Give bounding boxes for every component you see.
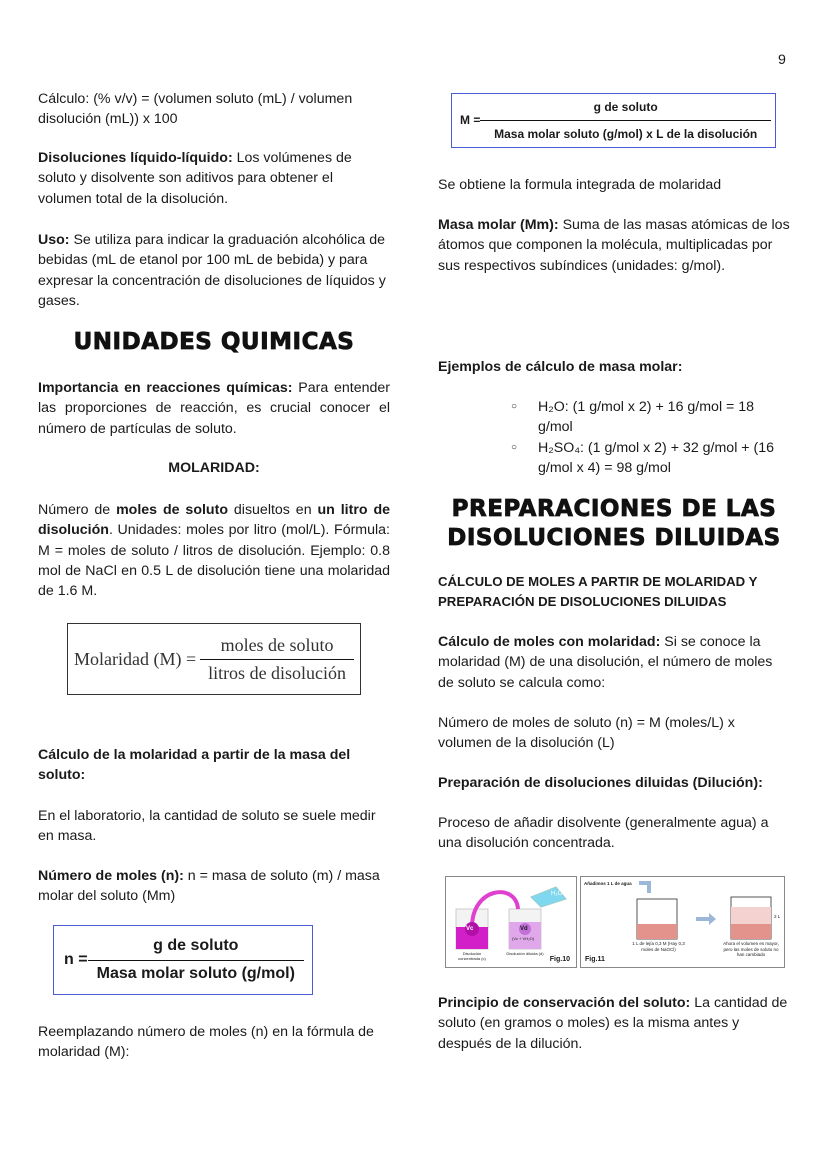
- moles-paragraph: Número de moles (n): n = masa de soluto (m) / masa molar del soluto (Mm): [38, 868, 380, 905]
- process-paragraph: Proceso de añadir disolvente (generalmente agua) a una disolución concentrada.: [438, 815, 769, 852]
- figure-11-dilution: [580, 876, 785, 968]
- uso-paragraph: Uso: Se utiliza para indicar la graduación alcohólica de bebidas (mL de etanol por 100 mL de bebida) y para expresar la concentración de disoluciones de líquidos y gases.: [38, 232, 386, 309]
- formula-lhs: M =: [460, 113, 481, 128]
- initial-caption: 1 L de lejía 0,3 M (Hay 0,3 moles de NaOCl): [632, 941, 685, 952]
- molar-mass-paragraph: Masa molar (Mm): Suma de las masas atómicas de los átomos que componen la molécula, multiplicadas por sus respectivos subíndices (unidades: g/mol).: [438, 217, 790, 274]
- replace-paragraph: Reemplazando número de moles (n) en la fórmula de molaridad (M):: [38, 1024, 374, 1061]
- formula-numerator: g de soluto: [480, 97, 771, 121]
- liquid-liquid-paragraph: Disoluciones líquido-líquido: Los volúmenes de soluto y disolvente son aditivos para obtener el volumen total de la disolución.: [38, 150, 352, 207]
- formula-denominator: Masa molar soluto (g/mol) x L de la disolución: [494, 127, 758, 141]
- figure-label: Fig.10: [549, 956, 570, 963]
- integrated-text: Se obtiene la formula integrada de molaridad: [438, 177, 722, 193]
- formula-lhs: n =: [64, 950, 88, 968]
- sub-title: CÁLCULO DE MOLES A PARTIR DE MOLARIDAD Y PREPARACIÓN DE DISOLUCIONES DILUIDAS: [438, 574, 758, 610]
- figure-10-dilution: [445, 876, 577, 968]
- prep-title: Preparación de disoluciones diluidas (Dilución):: [438, 775, 763, 791]
- molaridad-formula-box: [67, 623, 361, 695]
- lab-paragraph: En el laboratorio, la cantidad de soluto se suele medir en masa.: [38, 808, 376, 845]
- final-caption: Ahora el volumen es mayor, pero las moles de soluto no han cambiado: [723, 941, 779, 957]
- heading-unidades-quimicas: UNIDADES QUIMICAS: [73, 329, 355, 355]
- formula-lhs: Molaridad (M) =: [74, 648, 197, 669]
- vd-label: Vd: [520, 926, 528, 932]
- concentrated-caption: Disolución concentrada (c): [458, 951, 486, 961]
- molaridad-paragraph: Número de moles de soluto disueltos en un litro de disolución. Unidades: moles por litro (mol/L). Fórmula: M = moles de soluto / litros de disolución. Ejemplo: 0.8 mol de NaCl en 0.5 L de disolución tiene una molaridad de 1.6 M.: [38, 502, 390, 600]
- n-formula-text: Número de moles de soluto (n) = M (moles/L) x volumen de la disolución (L): [438, 715, 735, 752]
- list-item: ○ H₂SO₄: (1 g/mol x 2) + 32 g/mol + (16 g/mol x 4) = 98 g/mol: [511, 438, 791, 479]
- molaridad-title: MOLARIDAD:: [168, 460, 260, 476]
- mass-calc-title: Cálculo de la molaridad a partir de la masa del soluto:: [38, 747, 351, 784]
- water-label: H₂O: [551, 891, 563, 897]
- vc-label: Vc: [466, 926, 474, 932]
- examples-title: Ejemplos de cálculo de masa molar:: [438, 359, 683, 375]
- add-water-label: Añadimos 1 L de agua: [584, 881, 632, 886]
- diluted-caption: Disolución diluida (d): [506, 951, 544, 956]
- moles-molarity-paragraph: Cálculo de moles con molaridad: Si se conoce la molaridad (M) de una disolución, el número de moles de soluto se calcula como:: [438, 634, 773, 691]
- formula-denominator: litros de disolución: [208, 662, 347, 683]
- formula-numerator: g de soluto: [88, 936, 304, 960]
- integrated-formula-box: [451, 93, 776, 148]
- page-number: 9: [778, 52, 786, 68]
- examples-list: [511, 397, 791, 478]
- formula-denominator: Masa molar soluto (g/mol): [96, 964, 295, 982]
- percent-calc: Cálculo: (% v/v) = (volumen soluto (mL) / volumen disolución (mL)) x 100: [38, 91, 353, 128]
- formula-numerator: moles de soluto: [200, 635, 354, 659]
- importance-paragraph: Importancia en reacciones químicas: Para entender las proporciones de reacción, es crucial conocer el número de partículas de soluto.: [38, 380, 390, 437]
- figure-label: Fig.11: [585, 956, 605, 963]
- vd-sub-label: (Vc + VH₂O): [512, 936, 535, 941]
- moles-formula-box: [53, 925, 313, 995]
- heading-preparaciones: PREPARACIONES DE LAS DISOLUCIONES DILUIDAS: [447, 496, 781, 551]
- volume-label: 2 L: [774, 914, 781, 919]
- conservation-paragraph: Principio de conservación del soluto: La cantidad de soluto (en gramos o moles) es la misma antes y después de la dilución.: [438, 995, 788, 1052]
- list-item: ○ H₂O: (1 g/mol x 2) + 16 g/mol = 18 g/mol: [511, 397, 791, 438]
